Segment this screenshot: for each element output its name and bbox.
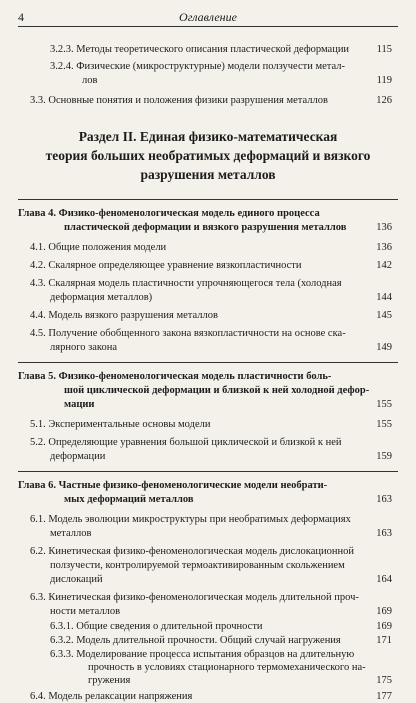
toc-entry-text: 3.2.4. Физические (микроструктурные) модели ползучести метал- [50, 61, 345, 72]
chapter-heading-text: Глава 6. Частные физико-феноменологические модели необрати- [18, 480, 328, 491]
toc-entry-page: 163 [376, 528, 392, 539]
toc-entry-text: 4.5. Получение обобщенного закона вязкопластичности на основе ска- [30, 328, 346, 339]
chapter-heading-text: Глава 4. Физико-феноменологическая модель единого процесса [18, 208, 320, 219]
chapter-page: 163 [376, 494, 392, 505]
toc-entry-page: 144 [376, 292, 392, 303]
chapter-rule [18, 362, 398, 363]
toc-entry-page: 169 [376, 606, 392, 617]
toc-entry-page: 115 [376, 44, 392, 55]
chapter-rule [18, 199, 398, 200]
toc-entry-text: ползучести, контролируемой термоактивированным скольжением [50, 560, 345, 571]
section-title: Раздел II. Единая физико-математическая [78, 129, 338, 144]
toc-entry-page: 169 [376, 621, 392, 632]
toc-entry-text: 5.1. Экспериментальные основы модели [30, 419, 211, 430]
toc-entry-page: 136 [376, 242, 392, 253]
toc-entry-text: гружения [88, 675, 131, 686]
chapter-page: 136 [376, 222, 392, 233]
toc-entry-text: прочность в условиях стационарного термомеханического на- [88, 662, 366, 673]
toc-entry-page: 126 [376, 95, 392, 106]
toc-entry-text: лярного закона [50, 342, 118, 353]
toc-entry-page: 155 [376, 419, 392, 430]
toc-entry-text: ности металлов [50, 606, 121, 617]
toc-entry-page: 164 [376, 574, 392, 585]
running-title: Оглавление [179, 10, 237, 24]
toc-entry-text: 6.2. Кинетическая физико-феноменологическая модель дислокационной [30, 546, 354, 557]
chapter-page: 155 [376, 399, 392, 410]
toc-entry-page: 119 [376, 75, 392, 86]
toc-entry-text: дислокаций [50, 574, 103, 585]
page-header [18, 8, 398, 26]
toc-entry-text: 6.3.2. Модель длительной прочности. Общий случай нагружения [50, 635, 341, 646]
chapter-heading-text: Глава 5. Физико-феноменологическая модель пластичности боль- [18, 371, 332, 382]
toc-entry-text: лов [82, 75, 98, 86]
toc-entry-text: 4.2. Скалярное определяющее уравнение вязкопластичности [30, 260, 302, 271]
toc-entry-page: 159 [376, 451, 392, 462]
page-number: 4 [18, 10, 24, 24]
section-title: теория больших необратимых деформаций и вязкого [45, 148, 371, 163]
toc-entry-page: 149 [376, 342, 392, 353]
toc-entry-page: 171 [376, 635, 392, 646]
chapter-heading-text: пластической деформации и вязкого разрушения металлов [64, 222, 347, 233]
toc-entry-text: металлов [50, 528, 92, 539]
toc-entry-text: 6.3.3. Моделирование процесса испытания образцов на длительную [50, 649, 355, 660]
toc-entry-page: 177 [376, 691, 392, 702]
toc-entry-text: 3.3. Основные понятия и положения физики разрушения металлов [30, 95, 328, 106]
toc-entry-text: деформации [50, 451, 106, 462]
toc-entry-text: деформация металлов) [50, 292, 153, 303]
toc-entry-text: 6.3.1. Общие сведения о длительной прочности [50, 621, 263, 632]
toc-entry-page: 142 [376, 260, 392, 271]
chapter-heading-text: мых деформаций металлов [64, 494, 194, 505]
toc-entry-text: 4.4. Модель вязкого разрушения металлов [30, 310, 218, 321]
toc-entry-text: 4.1. Общие положения модели [30, 242, 167, 253]
toc-entry-text: 6.4. Модель релаксации напряжения [30, 691, 193, 702]
chapter-heading-text: мации [64, 399, 95, 410]
toc-entry-text: 6.3. Кинетическая физико-феноменологическая модель длительной проч- [30, 592, 359, 603]
toc-entry-text: 3.2.3. Методы теоретического описания пластической деформации [50, 44, 350, 55]
toc-entry-text: 5.2. Определяющие уравнения большой циклической и близкой к ней [30, 437, 342, 448]
toc-entry-text: 4.3. Скалярная модель пластичности упрочняющегося тела (холодная [30, 278, 342, 289]
toc-entry-page: 175 [376, 675, 392, 686]
section-title: разрушения металлов [140, 167, 276, 182]
chapter-heading-text: шой циклической деформации и близкой к ней холодной дефор- [64, 385, 370, 396]
toc-entry-page: 145 [376, 310, 392, 321]
toc-entry-text: 6.1. Модель эволюции микроструктуры при необратимых деформациях [30, 514, 351, 525]
header-rule [18, 26, 398, 27]
chapter-rule [18, 471, 398, 472]
